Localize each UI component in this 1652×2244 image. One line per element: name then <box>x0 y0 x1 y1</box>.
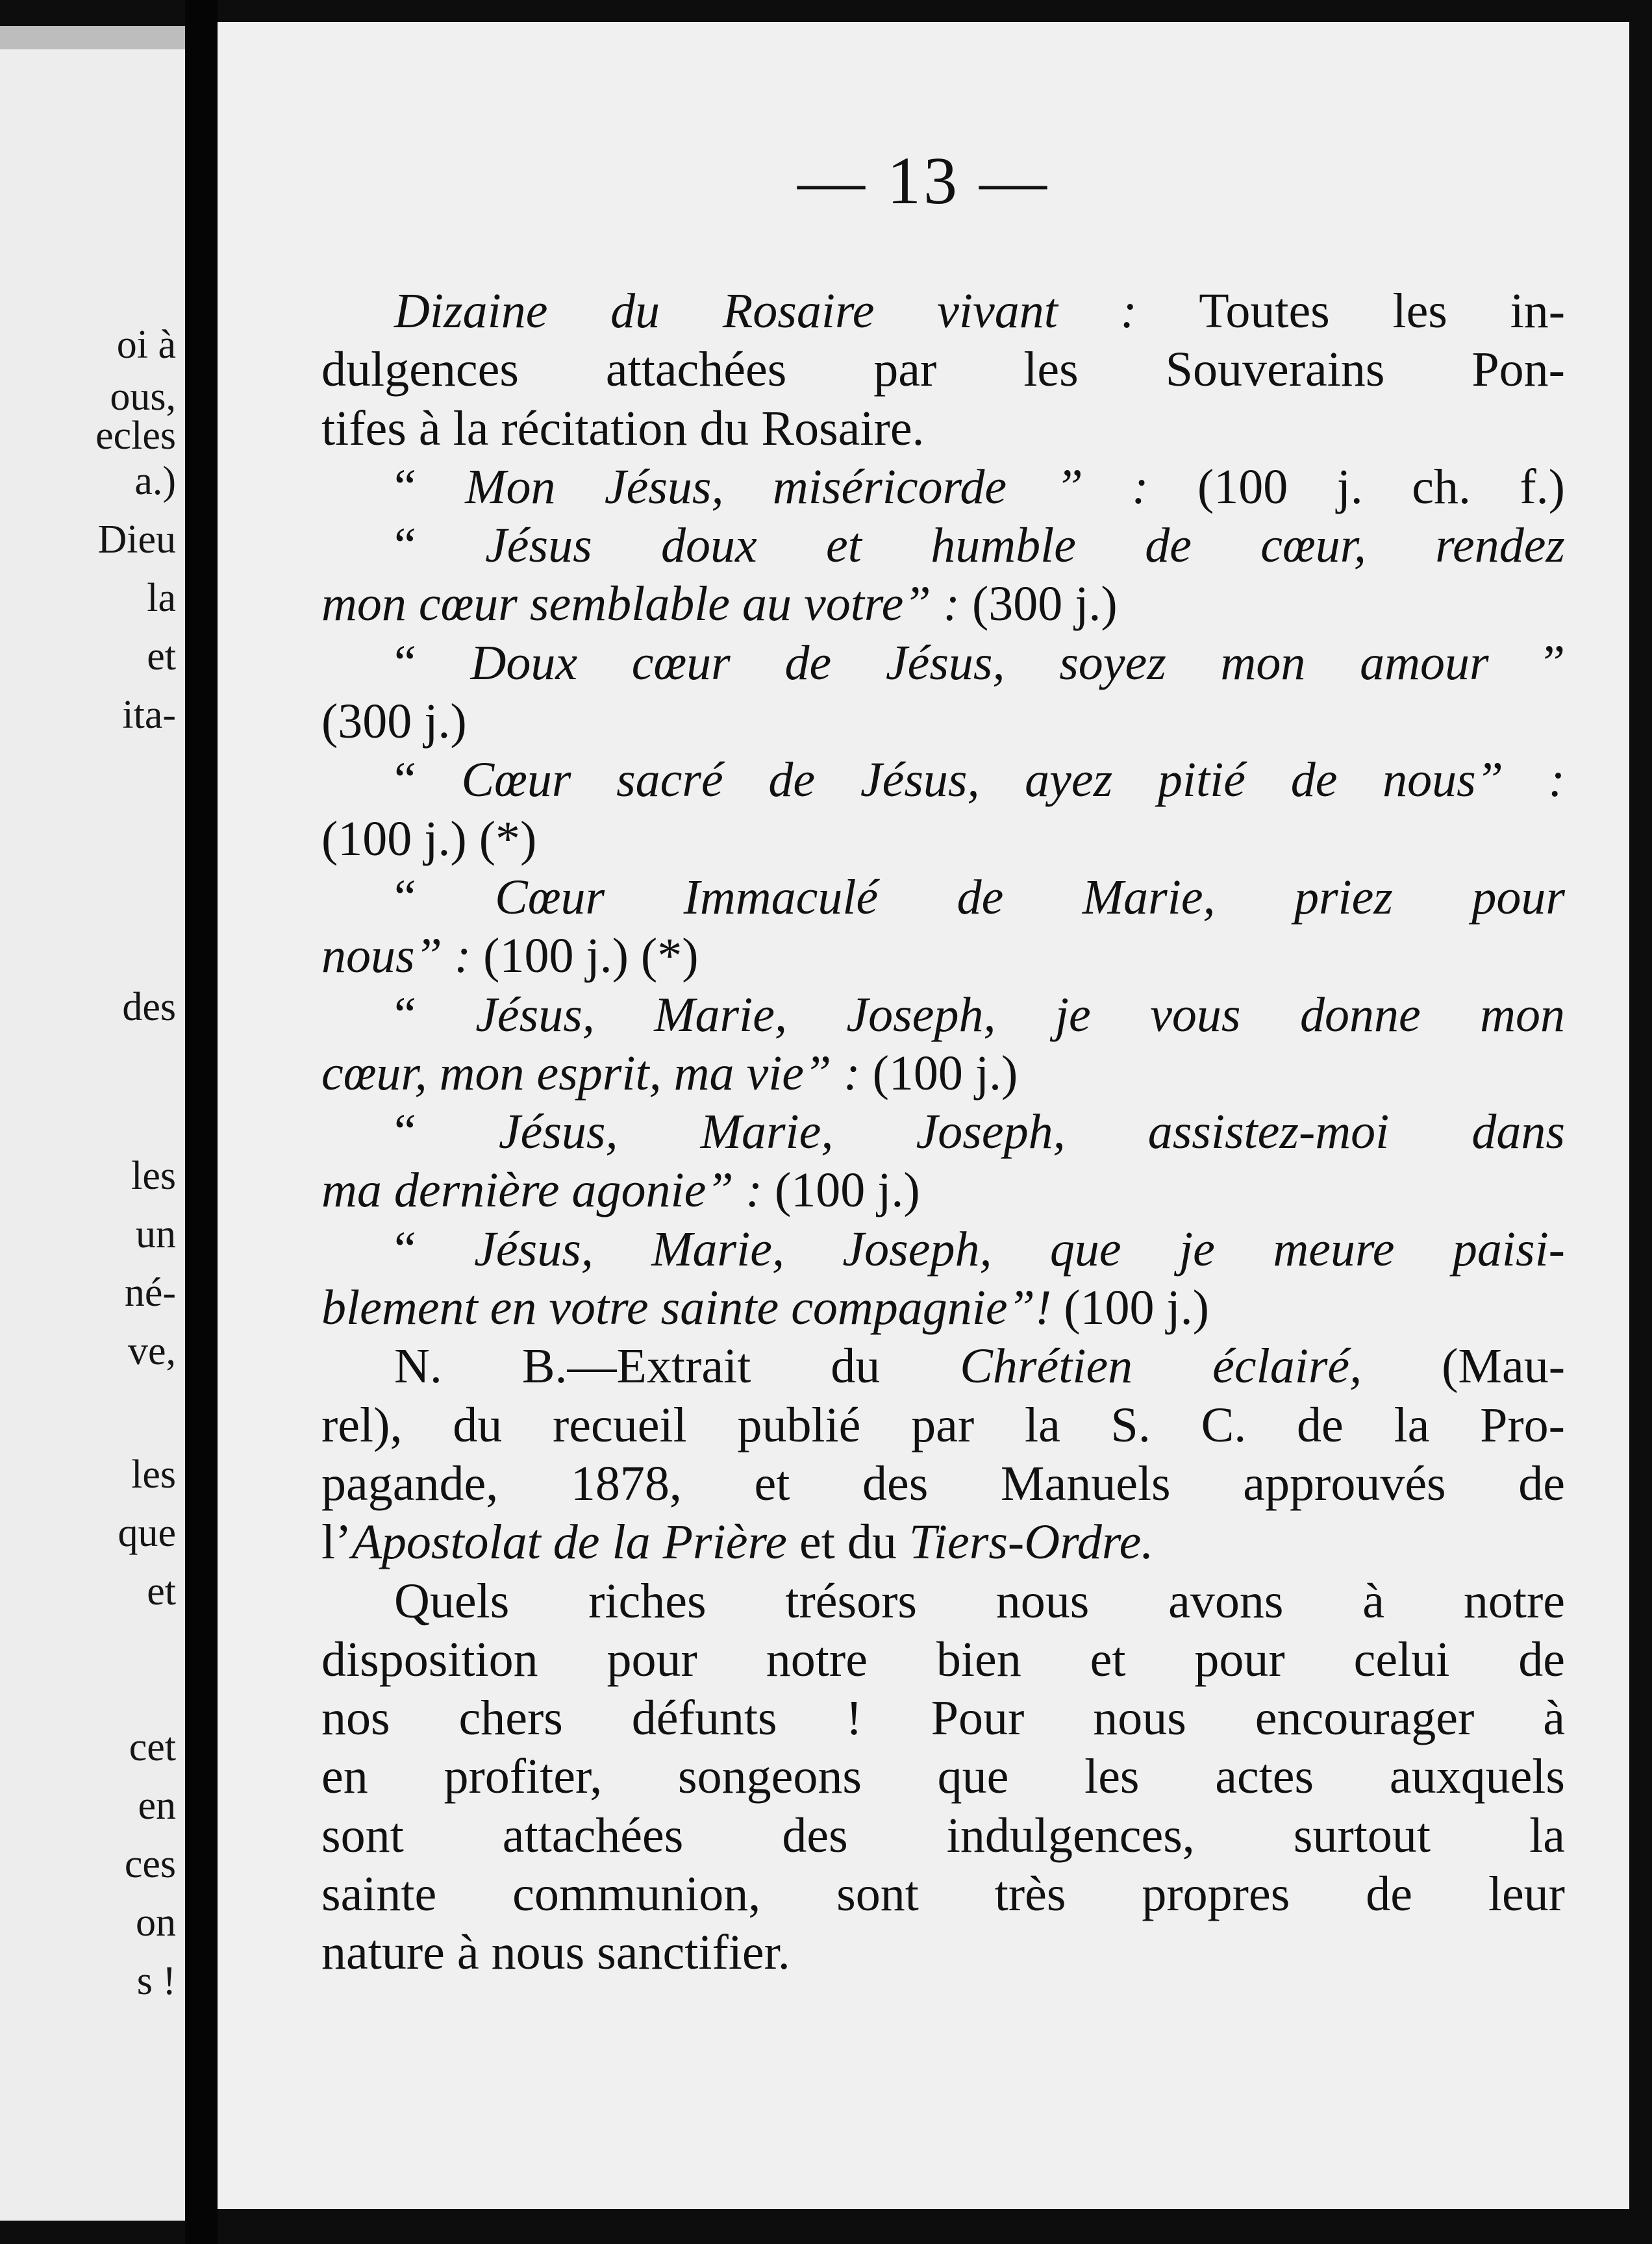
italic-text: Doux cœur de Jésus, soyez mon amour <box>470 635 1489 690</box>
left-page-fragment: ve, <box>127 1329 176 1373</box>
left-page-fragment: les <box>131 1452 176 1497</box>
text-segment: N. B.—Extrait du <box>394 1339 960 1394</box>
text-segment: Quels riches trésors nous avons à notre <box>394 1573 1565 1628</box>
left-page-fragment: en <box>138 1784 176 1828</box>
text-segment: (100 j.) <box>762 1163 920 1218</box>
italic-text: Tiers-Ordre. <box>908 1515 1154 1570</box>
text-segment: nature à nous sanctifier. <box>321 1925 790 1980</box>
text-line <box>321 1103 1565 1161</box>
italic-text: cœur, mon esprit, ma vie” : <box>321 1045 860 1101</box>
book-spine <box>185 0 218 2244</box>
text-line <box>321 575 1565 633</box>
left-page-fragment: un <box>136 1212 176 1256</box>
text-line <box>321 751 1565 809</box>
italic-text: Jésus, Marie, Joseph, je vous donne mon <box>475 987 1566 1042</box>
text-line <box>321 927 1565 985</box>
text-segment: “ <box>394 459 466 514</box>
text-line <box>321 340 1565 399</box>
text-segment: (Mau- <box>1362 1339 1566 1394</box>
text-segment: l’ <box>321 1515 352 1570</box>
text-line <box>321 986 1565 1044</box>
italic-text: Jésus doux et humble de cœur, rendez <box>485 518 1565 573</box>
text-segment: (300 j.) <box>321 694 467 749</box>
book-page <box>218 22 1629 2209</box>
text-line <box>321 516 1565 575</box>
text-line <box>321 458 1565 516</box>
left-page-fragment: cet <box>129 1725 176 1769</box>
left-page-fragment: s ! <box>136 1959 176 2003</box>
italic-text: nous” : <box>321 929 471 984</box>
italic-text: mon cœur semblable au votre” : <box>321 577 960 632</box>
text-segment: disposition pour notre bien et pour celui de <box>321 1632 1565 1687</box>
text-line <box>321 634 1565 692</box>
italic-text: Cœur Immaculé de Marie, priez pour <box>495 869 1565 925</box>
text-line <box>321 1513 1565 1571</box>
text-line <box>321 1865 1565 1923</box>
text-segment: en profiter, songeons que les actes auxquels <box>321 1749 1565 1804</box>
text-line <box>321 1337 1565 1395</box>
italic-text: ma dernière agonie” : <box>321 1163 762 1218</box>
left-page-fragment: on <box>136 1901 176 1945</box>
text-segment: “ <box>394 1221 475 1277</box>
left-page-fragment: oi à <box>116 323 176 367</box>
text-segment: “ <box>394 1104 499 1160</box>
text-segment: “ <box>394 869 495 925</box>
text-line <box>321 399 1565 458</box>
text-line <box>321 1220 1565 1278</box>
left-page-fragment: et <box>147 634 176 679</box>
italic-text: Chrétien éclairé, <box>960 1339 1362 1394</box>
text-line <box>321 1396 1565 1454</box>
italic-text: Cœur sacré de Jésus, ayez pitié de nous” : <box>461 753 1565 808</box>
text-line <box>321 1806 1565 1865</box>
text-segment: “ <box>394 518 486 573</box>
text-line <box>321 1689 1565 1747</box>
text-segment: sainte communion, sont très propres de leur <box>321 1867 1565 1922</box>
text-line <box>321 1454 1565 1513</box>
left-page-fragment: a.) <box>134 459 176 503</box>
left-page-fragment: la <box>147 576 176 620</box>
left-page-fragment: né- <box>124 1271 176 1315</box>
text-segment: rel), du recueil publié par la S. C. de la Pro- <box>321 1397 1565 1452</box>
text-segment: dulgences attachées par les Souverains Pon- <box>321 342 1565 397</box>
text-segment: (100 j.) <box>1051 1280 1209 1336</box>
text-segment: (100 j.) <box>860 1045 1018 1101</box>
text-segment: sont attachées des indulgences, surtout la <box>321 1808 1565 1863</box>
text-segment: (100 j.) (*) <box>471 929 699 984</box>
italic-text: Dizaine du Rosaire vivant : <box>394 284 1137 338</box>
text-line <box>321 810 1565 868</box>
left-page <box>0 26 185 2221</box>
text-segment: ” <box>1488 635 1565 690</box>
text-segment: “ <box>394 753 462 808</box>
text-segment: pagande, 1878, et des Manuels approuvés de <box>321 1456 1565 1511</box>
text-segment: “ <box>394 987 476 1042</box>
text-line <box>321 1747 1565 1806</box>
text-line <box>321 868 1565 927</box>
italic-text: Jésus, Marie, Joseph, assistez-moi dans <box>498 1104 1566 1160</box>
left-page-fragment: Dieu <box>97 517 176 562</box>
text-line <box>321 692 1565 751</box>
left-page-fragment: ecles <box>95 414 176 458</box>
text-segment: tifes à la récitation du Rosaire. <box>321 401 925 456</box>
left-page-edge <box>0 26 185 49</box>
left-page-fragment: ita- <box>122 693 176 737</box>
text-segment: nos chers défunts ! Pour nous encourager à <box>321 1691 1565 1746</box>
italic-text: Mon Jésus, miséricorde ” : <box>465 459 1149 514</box>
italic-text: Apostolat de la Prière <box>351 1515 787 1570</box>
text-line <box>321 1572 1565 1630</box>
text-line <box>321 282 1565 340</box>
text-segment: “ <box>394 635 471 690</box>
left-page-fragment: des <box>122 985 176 1029</box>
left-page-fragment: les <box>131 1154 176 1198</box>
page-text <box>321 282 1565 1982</box>
left-page-fragment: ces <box>124 1842 176 1886</box>
text-segment: et du <box>786 1515 909 1570</box>
left-page-fragment: ous, <box>110 375 176 419</box>
italic-text: Jésus, Marie, Joseph, que je meure paisi- <box>474 1221 1565 1277</box>
text-line <box>321 1923 1565 1982</box>
text-line <box>321 1630 1565 1689</box>
text-segment: (100 j. ch. f.) <box>1148 459 1565 514</box>
text-line <box>321 1161 1565 1219</box>
text-line <box>321 1278 1565 1337</box>
left-page-fragment: que <box>118 1511 176 1555</box>
italic-text: blement en votre sainte compagnie”! <box>321 1280 1052 1336</box>
text-segment: (100 j.) (*) <box>321 811 537 866</box>
left-page-fragment: et <box>147 1569 176 1614</box>
text-segment: Toutes les in- <box>1136 284 1566 338</box>
text-segment: (300 j.) <box>959 577 1118 632</box>
page-number: — 13 — <box>797 143 1049 218</box>
text-line <box>321 1044 1565 1103</box>
